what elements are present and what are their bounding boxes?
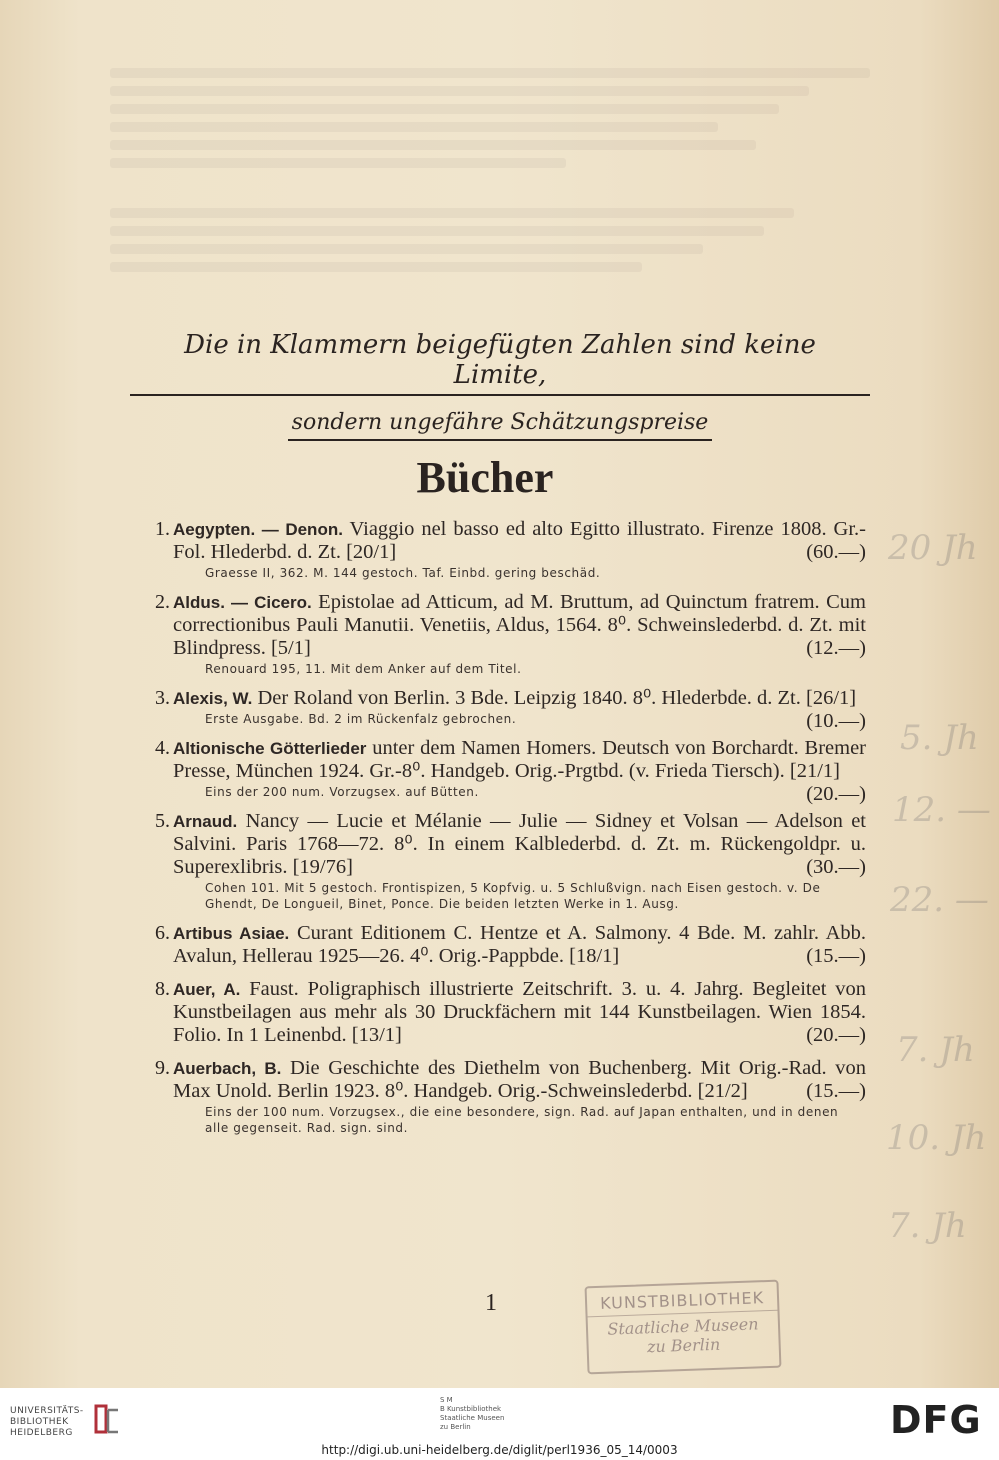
entry-heading: Artibus Asiae. bbox=[173, 924, 290, 943]
entry-price: (20.—) bbox=[806, 1024, 866, 1046]
entry-number: 5. bbox=[155, 810, 170, 832]
stamp-line-1: KUNSTBIBLIOTHEK bbox=[587, 1288, 778, 1318]
entry-price: (60.—) bbox=[806, 541, 866, 563]
provenance-mark bbox=[440, 1396, 580, 1432]
library-logo[interactable] bbox=[10, 1406, 84, 1439]
provenance-line: zu Berlin bbox=[440, 1423, 471, 1431]
entry-text: Epistolae ad Atticum, ad M. Bruttum, ad Quinctum fratrem. Cum correctionibus Pauli Manutii. Venetiis, Aldus, 1564. 8⁰. Schweinslederbd. d. Zt. mit Blindpress. [5/1] bbox=[173, 591, 866, 659]
entry-note: Graesse II, 362. M. 144 gestoch. Taf. Einbd. gering beschäd. bbox=[205, 566, 601, 580]
section-title: Bücher bbox=[416, 453, 554, 502]
catalog-entry bbox=[144, 810, 866, 912]
stamp-line-3: zu Berlin bbox=[646, 1334, 721, 1357]
catalog-entry bbox=[144, 978, 866, 1047]
entry-text: unter dem Namen Homers. Deutsch von Borchardt. Bremer Presse, München 1924. Gr.-8⁰. Handgeb. Orig.-Prgtbd. (v. Frieda Tiersch). [21/1] bbox=[173, 737, 866, 782]
handwritten-price-note: 12. — bbox=[892, 790, 991, 830]
page-number: 1 bbox=[485, 1290, 497, 1316]
entry-number: 6. bbox=[155, 922, 170, 944]
entry-text: Viaggio nel basso ed alto Egitto illustrato. Firenze 1808. Gr.-Fol. Hlederbd. d. Zt. [20/1] bbox=[173, 518, 866, 563]
entry-number: 8. bbox=[155, 978, 170, 1000]
provenance-line: B Kunstbibliothek bbox=[440, 1405, 502, 1413]
notice-line-1: Die in Klammern beigefügten Zahlen sind keine Limite, bbox=[130, 330, 870, 396]
handwritten-price-note: 20 Jh bbox=[888, 528, 978, 568]
entry-heading: Aegypten. — Denon. bbox=[173, 520, 343, 539]
entry-note: Erste Ausgabe. Bd. 2 im Rückenfalz gebrochen. bbox=[205, 712, 517, 726]
entry-price: (10.—) bbox=[806, 710, 866, 732]
catalog-entries bbox=[144, 518, 866, 1146]
catalog-entry bbox=[144, 518, 866, 581]
handwritten-price-note: 22. — bbox=[890, 880, 989, 920]
provenance-line: S M bbox=[440, 1396, 453, 1404]
entry-note: Cohen 101. Mit 5 gestoch. Frontispizen, 5 Kopfvig. u. 5 Schlußvign. nach Eisen gestoch. v. De Ghendt, De Longueil, Binet, Ponce. Die beiden letzten Werke in 1. Ausg. bbox=[205, 881, 821, 911]
entry-price: (15.—) bbox=[806, 945, 866, 967]
entry-text: Die Geschichte des Diethelm von Buchenberg. Mit Orig.-Rad. von Max Unold. Berlin 1923. 8⁰. Handgeb. Orig.-Schweinslederbd. [21/2] bbox=[173, 1057, 867, 1102]
bleed-through-text bbox=[110, 60, 870, 280]
entry-note: Eins der 200 num. Vorzugsex. auf Bütten. bbox=[205, 785, 479, 799]
entry-heading: Altionische Götterlieder bbox=[173, 739, 367, 758]
stamp-line-2: Staatliche Museen bbox=[607, 1314, 759, 1339]
entry-heading: Alexis, W. bbox=[173, 689, 253, 708]
entry-text: Faust. Poligraphisch illustrierte Zeitschrift. 3. u. 4. Jahrg. Begleitet von Kunstbeilagen aus mehr als 30 Druckfächern mit 144 Kunstbeilagen. Wien 1854. Folio. In 1 Leinenbd. [13/1] bbox=[173, 978, 866, 1046]
entry-number: 9. bbox=[155, 1057, 170, 1079]
entry-heading: Arnaud. bbox=[173, 812, 238, 831]
entry-heading: Aldus. — Cicero. bbox=[173, 593, 312, 612]
notice-line-2: sondern ungefähre Schätzungspreise bbox=[288, 410, 713, 441]
handwritten-price-note: 10. Jh bbox=[886, 1118, 987, 1158]
entry-note: Eins der 100 num. Vorzugsex., die eine besondere, sign. Rad. auf Japan enthalten, und in denen alle gegenseit. Rad. sign. sind. bbox=[205, 1105, 839, 1135]
library-name-line-2: BIBLIOTHEK bbox=[10, 1417, 69, 1427]
library-emblem-icon bbox=[92, 1402, 122, 1436]
entry-number: 1. bbox=[155, 518, 170, 540]
catalog-entry bbox=[144, 737, 866, 805]
catalog-entry bbox=[144, 1057, 866, 1136]
entry-text: Nancy — Lucie et Mélanie — Julie — Sidney et Volsan — Adelson et Salvini. Paris 1768—72. 8⁰. In einem Kalblederbd. d. Zt. m. Rückengoldpr. u. Superexlibris. [19/76] bbox=[173, 810, 866, 878]
catalog-entry bbox=[144, 922, 866, 968]
entry-text: Der Roland von Berlin. 3 Bde. Leipzig 1840. 8⁰. Hlederbde. d. Zt. [26/1] bbox=[252, 687, 857, 709]
catalog-entry bbox=[144, 687, 866, 732]
handwritten-price-note: 5. Jh bbox=[900, 718, 979, 758]
viewer-footer bbox=[0, 1388, 999, 1460]
entry-price: (15.—) bbox=[806, 1080, 866, 1102]
entry-price: (12.—) bbox=[806, 637, 866, 659]
library-name-line-3: HEIDELBERG bbox=[10, 1428, 73, 1438]
provenance-line: Staatliche Museen bbox=[440, 1414, 505, 1422]
handwritten-price-note: 7. Jh bbox=[896, 1030, 975, 1070]
entry-note: Renouard 195, 11. Mit dem Anker auf dem Titel. bbox=[205, 662, 522, 676]
price-notice bbox=[130, 330, 870, 441]
library-stamp bbox=[585, 1280, 782, 1375]
catalog-entry bbox=[144, 591, 866, 677]
entry-number: 4. bbox=[155, 737, 170, 759]
entry-heading: Auerbach, B. bbox=[173, 1059, 282, 1078]
dfg-logo[interactable]: DFG bbox=[890, 1398, 982, 1442]
handwritten-price-note: 7. Jh bbox=[888, 1206, 967, 1246]
entry-price: (20.—) bbox=[806, 783, 866, 805]
entry-heading: Auer, A. bbox=[173, 980, 241, 999]
entry-price: (30.—) bbox=[806, 856, 866, 878]
entry-number: 2. bbox=[155, 591, 170, 613]
permalink-url[interactable]: http://digi.ub.uni-heidelberg.de/diglit/perl1936_05_14/0003 bbox=[321, 1443, 678, 1457]
entry-text: Curant Editionem C. Hentze et A. Salmony. 4 Bde. M. zahlr. Abb. Avalun, Hellerau 1925—26. 4⁰. Orig.-Pappbde. [18/1] bbox=[173, 922, 866, 967]
entry-number: 3. bbox=[155, 687, 170, 709]
library-name-line-1: UNIVERSITÄTS- bbox=[10, 1406, 84, 1416]
